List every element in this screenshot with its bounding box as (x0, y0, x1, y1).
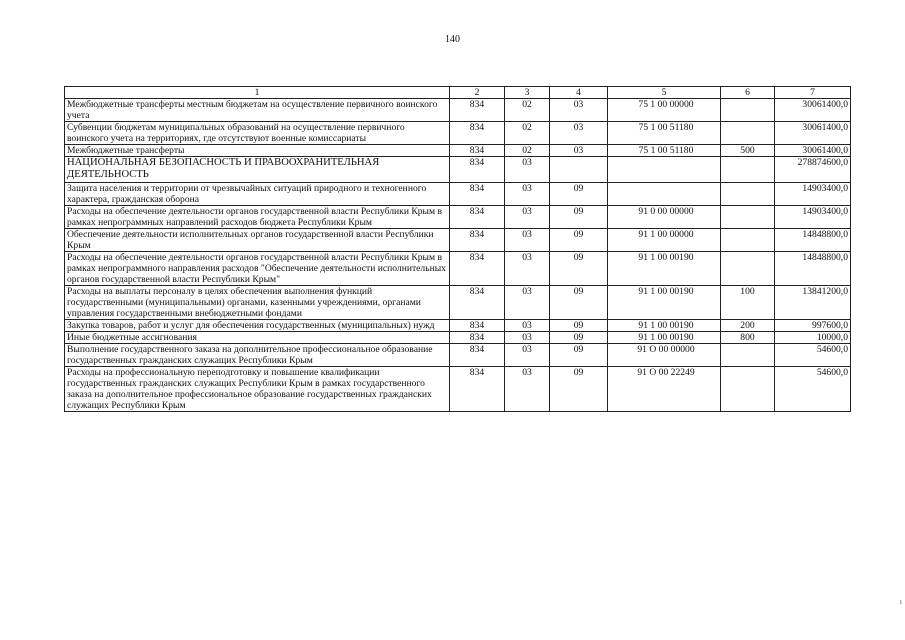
amount-value: 10000,0 (775, 331, 851, 343)
amount-value: 54600,0 (775, 367, 851, 412)
row-name: Субвенции бюджетам муниципальных образований на осуществление первичного воинского учета на территориях, где отсутствуют военные комиссариаты (65, 122, 450, 145)
column-header: 3 (505, 87, 550, 99)
target-article-code: 75 1 00 51180 (608, 122, 721, 145)
section-code: 03 (505, 331, 550, 343)
table-row (65, 319, 851, 331)
amount-value: 54600,0 (775, 343, 851, 366)
subsection-code (550, 157, 608, 182)
row-name: Межбюджетные трансферты местным бюджетам на осуществление первичного воинского учета (65, 99, 450, 122)
section-code: 03 (505, 343, 550, 366)
row-name: Расходы на обеспечение деятельности органов государственной власти Республики Крым в рамках непрограммного направления расходов "Обеспечение деятельности исполнительных органов государственной власти Республики Крым" (65, 251, 450, 285)
target-article-code: 91 О 00 00000 (608, 343, 721, 366)
expense-type-code: 200 (721, 319, 775, 331)
subsection-code: 09 (550, 285, 608, 319)
ministry-code: 834 (450, 228, 505, 251)
scan-mark: ı (899, 597, 902, 606)
ministry-code: 834 (450, 331, 505, 343)
ministry-code: 834 (450, 251, 505, 285)
ministry-code: 834 (450, 157, 505, 182)
target-article-code: 91 1 00 00000 (608, 228, 721, 251)
subsection-code: 03 (550, 145, 608, 157)
ministry-code: 834 (450, 99, 505, 122)
section-code: 03 (505, 251, 550, 285)
subsection-code: 09 (550, 228, 608, 251)
expense-type-code (721, 157, 775, 182)
subsection-code: 09 (550, 182, 608, 205)
section-code: 03 (505, 182, 550, 205)
column-header: 7 (775, 87, 851, 99)
section-code: 03 (505, 367, 550, 412)
amount-value: 14848800,0 (775, 228, 851, 251)
ministry-code: 834 (450, 205, 505, 228)
column-header: 6 (721, 87, 775, 99)
section-code: 02 (505, 145, 550, 157)
target-article-code: 91 1 00 00190 (608, 319, 721, 331)
table-row (65, 205, 851, 228)
section-code: 03 (505, 285, 550, 319)
target-article-code: 91 1 00 00190 (608, 251, 721, 285)
table-row (65, 145, 851, 157)
amount-value: 278874600,0 (775, 157, 851, 182)
subsection-code: 09 (550, 319, 608, 331)
amount-value: 14903400,0 (775, 205, 851, 228)
target-article-code (608, 157, 721, 182)
row-name: Обеспечение деятельности исполнительных органов государственной власти Республики Крым (65, 228, 450, 251)
row-name: Межбюджетные трансферты (65, 145, 450, 157)
column-header: 5 (608, 87, 721, 99)
column-header: 4 (550, 87, 608, 99)
expense-type-code (721, 122, 775, 145)
section-code: 02 (505, 122, 550, 145)
section-code: 03 (505, 205, 550, 228)
table-row (65, 182, 851, 205)
ministry-code: 834 (450, 145, 505, 157)
ministry-code: 834 (450, 285, 505, 319)
ministry-code: 834 (450, 343, 505, 366)
expense-type-code (721, 367, 775, 412)
expense-type-code (721, 205, 775, 228)
row-name: Расходы на выплаты персоналу в целях обеспечения выполнения функций государственными (муниципальными) органами, казенными учреждениями, органами управления государственными внебюджетными фондами (65, 285, 450, 319)
amount-value: 14848800,0 (775, 251, 851, 285)
subsection-code: 09 (550, 251, 608, 285)
target-article-code: 91 1 00 00190 (608, 285, 721, 319)
target-article-code: 91 0 00 00000 (608, 205, 721, 228)
subsection-code: 03 (550, 122, 608, 145)
row-name: Иные бюджетные ассигнования (65, 331, 450, 343)
target-article-code (608, 182, 721, 205)
target-article-code: 91 О 00 22249 (608, 367, 721, 412)
row-name: Закупка товаров, работ и услуг для обеспечения государственных (муниципальных) нужд (65, 319, 450, 331)
subsection-code: 09 (550, 331, 608, 343)
ministry-code: 834 (450, 182, 505, 205)
row-name: НАЦИОНАЛЬНАЯ БЕЗОПАСНОСТЬ И ПРАВООХРАНИТЕЛЬНАЯ ДЕЯТЕЛЬНОСТЬ (65, 157, 450, 182)
amount-value: 30061400,0 (775, 122, 851, 145)
table-row (65, 343, 851, 366)
expense-type-code (721, 182, 775, 205)
table-header-row (65, 87, 851, 99)
table-row (65, 122, 851, 145)
column-header: 2 (450, 87, 505, 99)
table-row (65, 331, 851, 343)
table-row (65, 157, 851, 182)
budget-table (64, 86, 851, 412)
table-row (65, 251, 851, 285)
section-code: 03 (505, 319, 550, 331)
target-article-code: 91 1 00 00190 (608, 331, 721, 343)
table-row (65, 99, 851, 122)
amount-value: 13841200,0 (775, 285, 851, 319)
expense-type-code: 500 (721, 145, 775, 157)
amount-value: 30061400,0 (775, 145, 851, 157)
row-name: Выполнение государственного заказа на дополнительное профессиональное образование государственных гражданских служащих Республики Крым (65, 343, 450, 366)
section-code: 02 (505, 99, 550, 122)
amount-value: 997600,0 (775, 319, 851, 331)
row-name: Расходы на обеспечение деятельности органов государственной власти Республики Крым в рамках непрограммных направлений расходов бюджета Республики Крым (65, 205, 450, 228)
target-article-code: 75 1 00 00000 (608, 99, 721, 122)
amount-value: 30061400,0 (775, 99, 851, 122)
row-name: Защита населения и территории от чрезвычайных ситуаций природного и техногенного характера, гражданская оборона (65, 182, 450, 205)
amount-value: 14903400,0 (775, 182, 851, 205)
expense-type-code (721, 99, 775, 122)
page-number: 140 (445, 34, 460, 45)
ministry-code: 834 (450, 319, 505, 331)
expense-type-code: 800 (721, 331, 775, 343)
subsection-code: 03 (550, 99, 608, 122)
row-name: Расходы на профессиональную переподготовку и повышение квалификации государственных гражданских служащих Республики Крым в рамках государственного заказа на дополнительное профессиональное образование государственных гражданских служащих Республики Крым (65, 367, 450, 412)
expense-type-code (721, 228, 775, 251)
expense-type-code (721, 343, 775, 366)
subsection-code: 09 (550, 343, 608, 366)
section-code: 03 (505, 228, 550, 251)
table-row (65, 367, 851, 412)
target-article-code: 75 1 00 51180 (608, 145, 721, 157)
section-code: 03 (505, 157, 550, 182)
column-header: 1 (65, 87, 450, 99)
table-row (65, 285, 851, 319)
expense-type-code: 100 (721, 285, 775, 319)
ministry-code: 834 (450, 367, 505, 412)
table-row (65, 228, 851, 251)
subsection-code: 09 (550, 205, 608, 228)
subsection-code: 09 (550, 367, 608, 412)
expense-type-code (721, 251, 775, 285)
ministry-code: 834 (450, 122, 505, 145)
